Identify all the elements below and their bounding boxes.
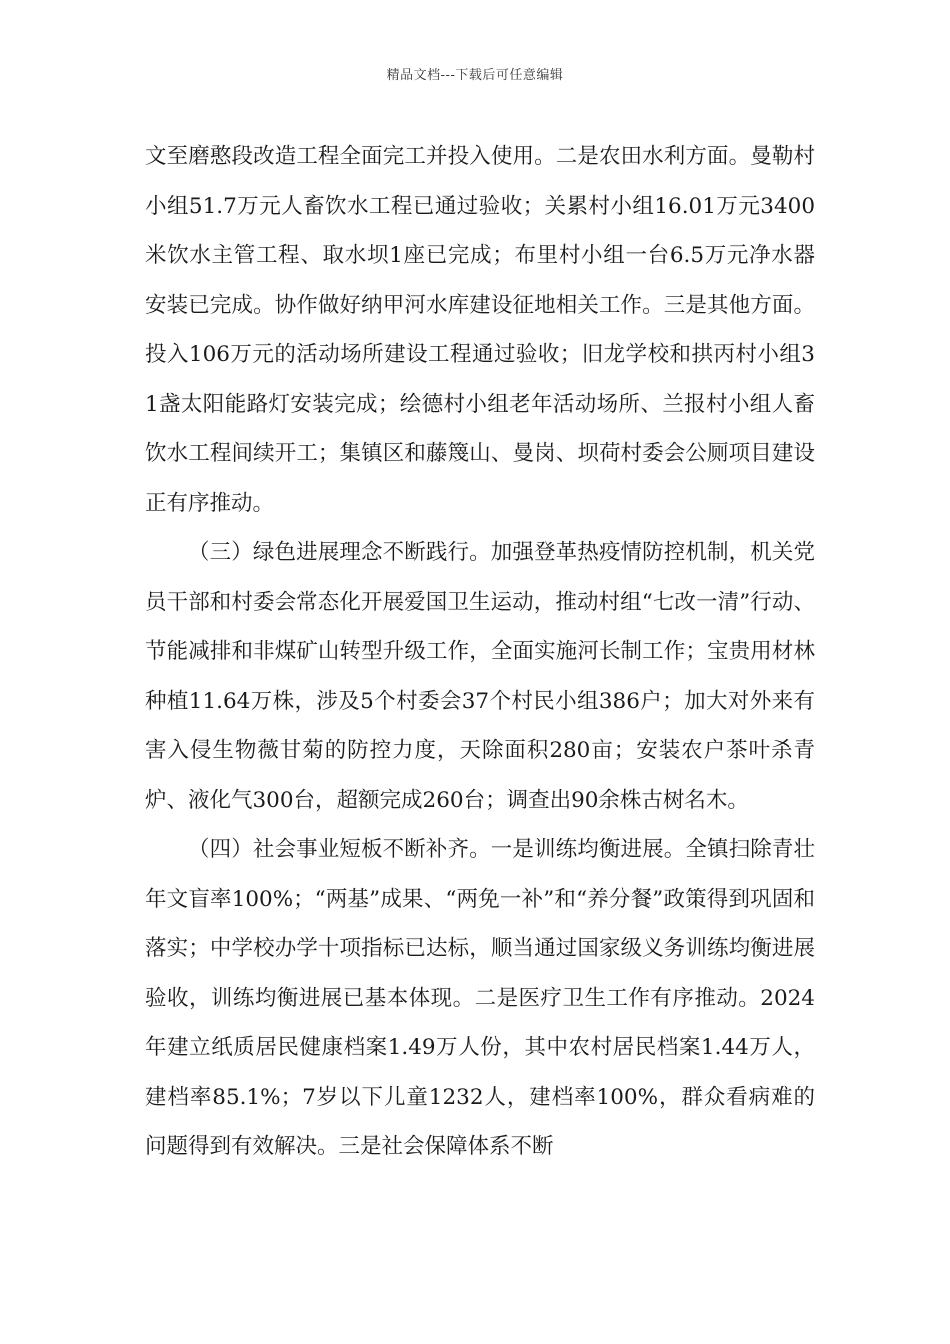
document-body — [145, 132, 815, 1172]
page-header: 精品文档---下载后可任意编辑 — [386, 68, 564, 83]
paragraph-social-affairs: （四）社会事业短板不断补齐。一是训练均衡进展。全镇扫除青壮年文盲率100%；“两基”成果、“两免一补”和“养分餐”政策得到巩固和落实；中学校办学十项指标已达标，顺当通过国家级义务训练均衡进展验收，训练均衡进展已基本体现。二是医疗卫生工作有序推动。2024年建立纸质居民健康档案1.49万人份，其中农村居民档案1.44万人，建档率85.1%；7岁以下儿童1232人，建档率100%，群众看病难的问题得到有效解决。三是社会保障体系不断 — [145, 837, 815, 1159]
paragraph-continued: 文至磨憨段改造工程全面完工并投入使用。二是农田水利方面。曼勒村小组51.7万元人畜饮水工程已通过验收；关累村小组16.01万元3400米饮水主管工程、取水坝1座已完成；布里村小组一台6.5万元净水器安装已完成。协作做好纳甲河水库建设征地相关工作。三是其他方面。投入106万元的活动场所建设工程通过验收；旧龙学校和拱丙村小组31盏太阳能路灯安装完成；绘德村小组老年活动场所、兰报村小组人畜饮水工程间续开工；集镇区和藤篾山、曼岗、坝荷村委会公厕项目建设正有序推动。 — [145, 144, 815, 516]
paragraph-green-development: （三）绿色进展理念不断践行。加强登革热疫情防控机制，机关党员干部和村委会常态化开展爱国卫生运动，推动村组“七改一清”行动、节能减排和非煤矿山转型升级工作，全面实施河长制工作；宝贵用材林种植11.64万株，涉及5个村委会37个村民小组386户；加大对外来有害入侵生物薇甘菊的防控力度，天除面积280亩；安装农户茶叶杀青炉、液化气300台，超额完成260台；调查出90余株古树名木。 — [145, 540, 815, 813]
